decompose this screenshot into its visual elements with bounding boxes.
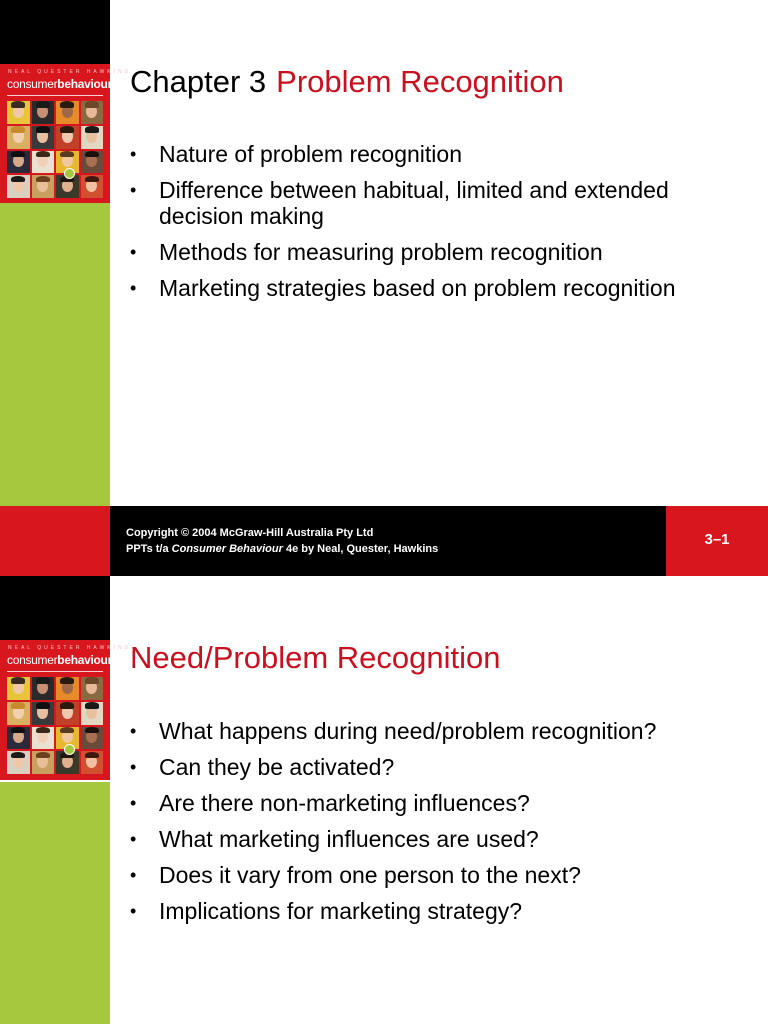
book-cover-thumbnail [0, 64, 131, 204]
bullet-item: • Implications for marketing strategy? [130, 898, 750, 924]
face-photo [81, 175, 104, 198]
copyright-text: Copyright © 2004 McGraw-Hill Australia Pty Ltd [126, 527, 374, 539]
face-photo [56, 677, 79, 700]
book-cover-thumbnail [0, 640, 131, 780]
face-photo [32, 126, 55, 149]
face-photo [81, 677, 104, 700]
sidebar-top-black [0, 0, 110, 64]
book-rule [7, 95, 103, 96]
face-photo [7, 677, 30, 700]
face-photo [56, 126, 79, 149]
bullet-item: • What happens during need/problem recognition? [130, 718, 750, 744]
face-photo [32, 751, 55, 774]
face-photo [32, 101, 55, 124]
face-photo [7, 151, 30, 174]
bullet-item: • What marketing influences are used? [130, 826, 750, 852]
face-photo [81, 151, 104, 174]
face-photo [7, 126, 30, 149]
bullet-item: • Can they be activated? [130, 754, 750, 780]
face-photo [81, 126, 104, 149]
face-photo [81, 101, 104, 124]
sidebar-top-black [0, 576, 110, 640]
book-authors: NEAL QUESTER HAWKINS [8, 645, 131, 651]
book-authors: NEAL QUESTER HAWKINS [8, 69, 131, 75]
face-photo [56, 101, 79, 124]
book-title: consumerbehaviour [7, 77, 112, 91]
book-faces-collage [7, 677, 103, 774]
face-photo [81, 727, 104, 750]
face-photo [7, 175, 30, 198]
bullet-list [130, 718, 750, 934]
ppts-credit-text: PPTs t/a Consumer Behaviour 4e by Neal, Quester, Hawkins [126, 543, 439, 555]
book-accent-dot [64, 744, 75, 755]
face-photo [32, 702, 55, 725]
face-photo [7, 702, 30, 725]
chapter-title: Problem Recognition [276, 64, 564, 99]
chapter-label: Chapter 3 [130, 64, 267, 99]
sidebar-green [0, 203, 110, 506]
book-title: consumerbehaviour [7, 653, 112, 667]
slide-2 [0, 576, 768, 1024]
face-photo [32, 677, 55, 700]
footer-copyright-bar [110, 506, 666, 576]
slide-footer [0, 506, 768, 576]
slide-title [130, 64, 564, 100]
bullet-item: • Does it vary from one person to the next? [130, 862, 750, 888]
sidebar-green [0, 782, 110, 1024]
book-rule [7, 671, 103, 672]
face-photo [56, 702, 79, 725]
face-photo [7, 727, 30, 750]
face-photo [81, 702, 104, 725]
slide-title [130, 640, 501, 676]
book-accent-dot [64, 168, 75, 179]
face-photo [32, 151, 55, 174]
face-photo [7, 751, 30, 774]
face-photo [81, 751, 104, 774]
face-photo [32, 727, 55, 750]
face-photo [7, 101, 30, 124]
slide-heading: Need/Problem Recognition [130, 640, 501, 675]
bullet-item: • Marketing strategies based on problem recognition [130, 275, 750, 301]
book-faces-collage [7, 101, 103, 198]
bullet-item: • Nature of problem recognition [130, 141, 750, 167]
footer-red-block-right [666, 506, 768, 576]
bullet-item: • Methods for measuring problem recognition [130, 239, 750, 265]
face-photo [32, 175, 55, 198]
bullet-item: • Are there non-marketing influences? [130, 790, 750, 816]
footer-red-block-left [0, 506, 110, 576]
bullet-item: • Difference between habitual, limited and extended decision making [130, 177, 750, 229]
bullet-list [130, 141, 750, 311]
slide-number: 3–1 [704, 531, 730, 548]
